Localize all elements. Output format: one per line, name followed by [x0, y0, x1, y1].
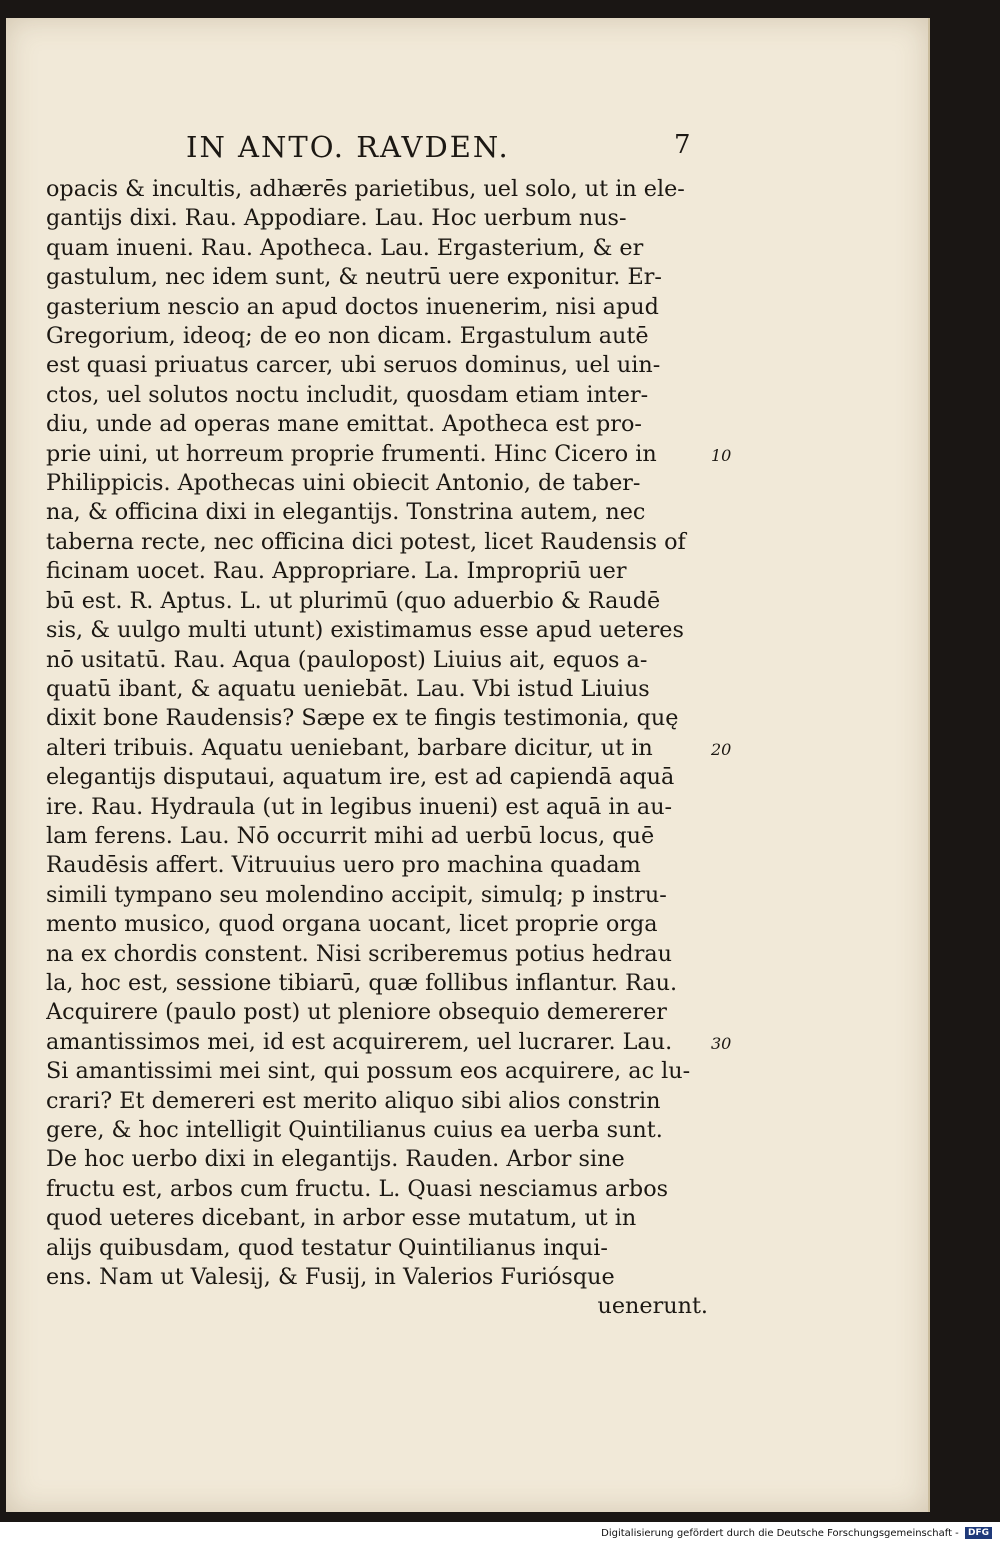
margin-line-number: 30 — [711, 1034, 732, 1053]
text-line: lam ferens. Lau. Nō occurrit mihi ad uerbū locus, quē — [46, 822, 655, 849]
text-line: crari? Et demereri est merito aliquo sibi alios constrin — [46, 1087, 661, 1114]
text-line: quam inueni. Rau. Apotheca. Lau. Ergasterium, & er — [46, 234, 644, 261]
text-line: ctos, uel solutos noctu includit, quosdam etiam inter- — [46, 381, 649, 408]
text-line: quatū ibant, & aquatu ueniebāt. Lau. Vbi istud Liuius — [46, 675, 650, 702]
book-page — [6, 18, 930, 1512]
text-line: na, & officina dixi in elegantijs. Tonstrina autem, nec — [46, 499, 646, 526]
text-line: elegantijs disputaui, aquatum ire, est ad capiendā aquā — [46, 764, 675, 791]
text-line: gere, & hoc intelligit Quintilianus cuius ea uerba sunt. — [46, 1117, 663, 1143]
text-line: diu, unde ad operas mane emittat. Apotheca est pro- — [46, 411, 642, 438]
margin-line-number: 10 — [711, 446, 732, 465]
text-line: gantijs dixi. Rau. Appodiare. Lau. Hoc uerbum nus- — [46, 205, 627, 232]
text-line: na ex chordis constent. Nisi scriberemus potius hedrau — [46, 940, 673, 967]
text-line: simili tympano seu molendino accipit, simulq; p instru- — [46, 881, 667, 908]
text-line: mento musico, quod organa uocant, licet proprie orga — [46, 911, 658, 938]
text-line: ficinam uocet. Rau. Appropriare. La. Impropriū uer — [46, 558, 627, 585]
text-line: Gregorium, ideoq; de eo non dicam. Ergastulum autē — [46, 323, 649, 350]
text-line: alteri tribuis. Aquatu ueniebant, barbare dicitur, ut in — [46, 734, 653, 761]
text-line: est quasi priuatus carcer, ubi seruos dominus, uel uin- — [46, 352, 661, 379]
text-line: taberna recte, nec officina dici potest, licet Raudensis of — [46, 528, 686, 555]
text-line: bū est. R. Aptus. L. ut plurimū (quo aduerbio & Raudē — [46, 587, 661, 614]
text-line-catchword: uenerunt. — [597, 1293, 708, 1320]
text-line: ire. Rau. Hydraula (ut in legibus inueni) est aquā in au- — [46, 793, 673, 820]
text-line: De hoc uerbo dixi in elegantijs. Rauden. Arbor sine — [46, 1146, 625, 1173]
text-line: Philippicis. Apothecas uini obiecit Antonio, de taber- — [46, 470, 641, 497]
text-line: ens. Nam ut Valesij, & Fusij, in Valerios Furiósque — [46, 1264, 615, 1291]
running-head: IN ANTO. RAVDEN. — [186, 130, 510, 164]
text-line: amantissimos mei, id est acquirerem, uel lucrarer. Lau. — [46, 1028, 673, 1055]
text-line: prie uini, ut horreum proprie frumenti. Hinc Cicero in — [46, 440, 657, 467]
text-line: gastulum, nec idem sunt, & neutrū uere exponitur. Er- — [46, 264, 662, 291]
page-body-text — [46, 175, 708, 1322]
text-line: la, hoc est, sessione tibiarū, quæ follibus inflantur. Rau. — [46, 969, 678, 996]
text-line: Si amantissimi mei sint, qui possum eos acquirere, ac lu- — [46, 1058, 691, 1085]
text-line: nō usitatū. Rau. Aqua (paulopost) Liuius ait, equos a- — [46, 646, 648, 673]
text-line: opacis & incultis, adhærēs parietibus, uel solo, ut in ele- — [46, 176, 685, 202]
text-line: sis, & uulgo multi utunt) existimamus esse apud ueteres — [46, 617, 684, 644]
digitization-credit — [601, 1527, 992, 1539]
page-number: 7 — [674, 130, 691, 160]
credit-text: Digitalisierung gefördert durch die Deutsche Forschungsgemeinschaft - — [601, 1528, 959, 1539]
text-line: dixit bone Raudensis? Sæpe ex te fingis testimonia, quę — [46, 705, 679, 732]
text-line: Acquirere (paulo post) ut pleniore obsequio demererer — [46, 999, 667, 1026]
text-line: quod ueteres dicebant, in arbor esse mutatum, ut in — [46, 1205, 637, 1232]
text-line: alijs quibusdam, quod testatur Quintilianus inqui- — [46, 1234, 608, 1261]
text-line: gasterium nescio an apud doctos inuenerim, nisi apud — [46, 293, 659, 320]
dfg-logo: DFG — [965, 1527, 992, 1539]
margin-line-number: 20 — [711, 740, 732, 759]
text-line: fructu est, arbos cum fructu. L. Quasi nesciamus arbos — [46, 1175, 669, 1202]
text-line: Raudēsis affert. Vitruuius uero pro machina quadam — [46, 852, 641, 879]
